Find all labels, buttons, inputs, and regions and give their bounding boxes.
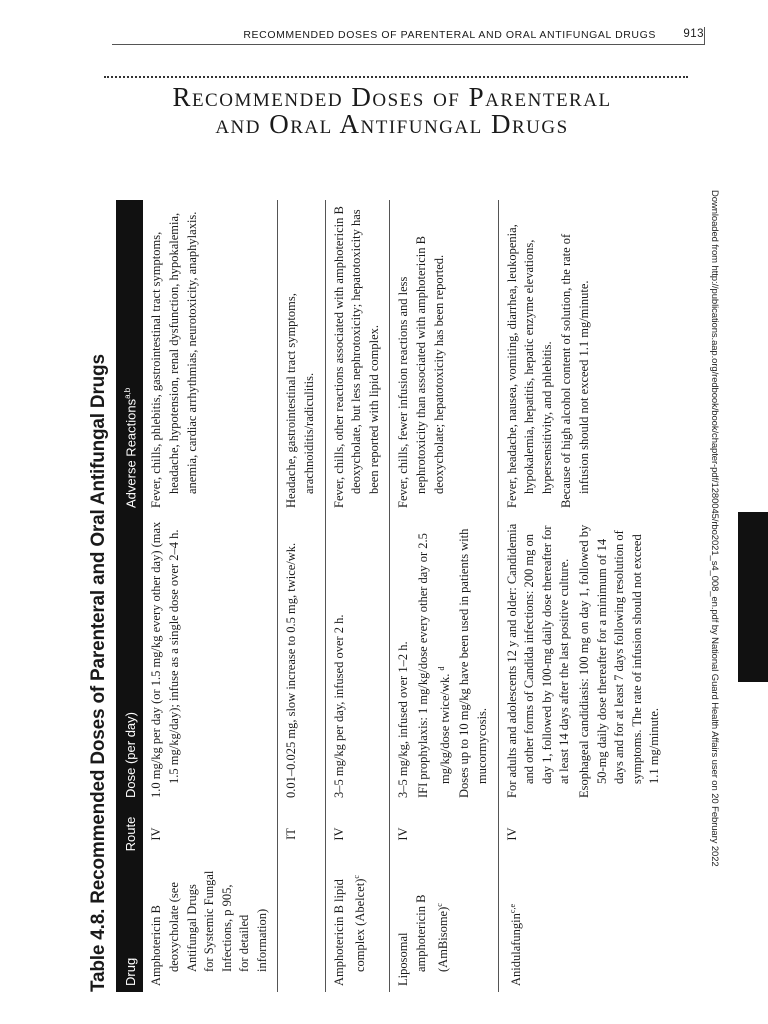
dose-cell	[278, 514, 325, 804]
table-header-row	[116, 200, 143, 992]
dose-text: Doses up to 10 mg/kg have been used in patients with mucormycosis.	[457, 528, 489, 798]
adverse-cell	[498, 200, 670, 514]
table-title: Table 4.8. Recommended Doses of Parenteral and Oral Antifungal Drugs	[88, 354, 109, 992]
drug-footnote: c	[434, 903, 444, 907]
dotted-divider	[104, 76, 688, 78]
adverse-cell	[390, 200, 498, 514]
section-title-line-1: Recommended Doses of Parenteral	[172, 82, 612, 112]
table-row	[278, 200, 325, 992]
header-adverse-label: Adverse Reactions	[123, 398, 139, 508]
dose-text: 1.0 mg/kg per day (or 1.5 mg/kg every other day) (max 1.5 mg/kg/day); infuse as a single dose over 2–4 h.	[149, 521, 181, 798]
adverse-cell	[278, 200, 325, 514]
route-cell: IV	[390, 804, 498, 864]
header-divider	[704, 27, 705, 45]
dose-text-prophylaxis	[415, 520, 454, 798]
drug-name: Amphotericin B lipid complex (Abelcet)	[331, 878, 368, 986]
adverse-text: Because of high alcohol content of solution, the rate of infusion should not exceed 1.1 mg/minute.	[559, 233, 591, 508]
drug-footnote: c,e	[507, 903, 517, 914]
dose-text: 3–5 mg/kg, infused over 1–2 h.	[396, 641, 411, 798]
route-cell: IV	[325, 804, 390, 864]
drug-cell	[498, 864, 670, 992]
drug-cell	[390, 864, 498, 992]
table-row	[143, 200, 278, 992]
running-title: RECOMMENDED DOSES OF PARENTERAL AND ORAL ANTIFUNGAL DRUGS	[243, 29, 656, 41]
section-title	[80, 84, 704, 138]
adverse-text: Fever, chills, fewer infusion reactions and less nephrotoxicity than associated with amphotericin B deoxycholate; hepatotoxicity has been reported.	[396, 236, 446, 508]
dose-text: Esophageal candidiasis: 100 mg on day 1, followed by 50-mg daily dose thereafter for a minimum of 14 days and for at least 7 days following resolution of symptoms. The rate of infusion should not exceed 1.1 mg/minute.	[576, 524, 662, 798]
page-number: 913	[683, 28, 704, 40]
drug-cell	[278, 864, 325, 992]
rotated-table-block	[86, 200, 670, 992]
route-cell: IT	[278, 804, 325, 864]
table-row	[498, 200, 670, 992]
drug-name-wrap	[504, 870, 526, 986]
antifungal-dose-table	[116, 200, 670, 992]
drug-cell	[143, 864, 278, 992]
dose-cell	[498, 514, 670, 804]
dose-footnote: d	[436, 666, 446, 671]
route-cell: IV	[504, 827, 519, 841]
download-note-text: Downloaded from http://publications.aap.org/redbook/book/chapter-pdf/1280045/rbo2021_s4_008_en.pdf by National Guard Health Affairs user on 20 February 2022	[709, 190, 720, 867]
adverse-text: Fever, chills, other reactions associated with amphotericin B deoxycholate, but less nephrotoxicity; hepatotoxicity has been reported with lipid complex.	[331, 206, 381, 508]
drug-name: Amphotericin B deoxycholate (see Antifungal Drugs for Systemic Fungal Infections, p 905, for detailed information)	[149, 870, 269, 986]
header-rule	[112, 44, 704, 45]
dose-text: 3–5 mg/kg per day, infused over 2 h.	[331, 614, 346, 798]
header-adverse	[116, 200, 143, 514]
drug-footnote: c	[352, 875, 362, 879]
page-edge-tab	[738, 512, 768, 682]
table-row	[390, 200, 498, 992]
header-route: Route	[116, 804, 143, 864]
adverse-text: Fever, headache, nausea, vomiting, diarrhea, leukopenia, hypokalemia, hepatitis, hepatic enzyme elevations, hypersensitivity, and phlebitis.	[504, 224, 554, 508]
drug-name: Liposomal amphotericin B (AmBisome)	[396, 894, 450, 986]
route-cell: IV	[143, 804, 278, 864]
drug-name-wrap	[331, 870, 370, 986]
dose-text: 0.01–0.025 mg, slow increase to 0.5 mg, twice/wk.	[284, 542, 299, 798]
table-row	[325, 200, 390, 992]
dose-cell	[325, 514, 390, 804]
drug-name-wrap	[395, 870, 452, 986]
header-drug: Drug	[116, 864, 143, 992]
header-dose: Dose (per day)	[116, 514, 143, 804]
dose-cell	[390, 514, 498, 804]
dose-prophylaxis-text: IFI prophylaxis: 1 mg/kg/dose every other day or 2.5 mg/kg/dose twice/wk.	[416, 533, 452, 798]
section-title-line-2: and Oral Antifungal Drugs	[215, 109, 569, 139]
dose-cell	[143, 514, 278, 804]
adverse-cell	[143, 200, 278, 514]
header-adverse-footnote: a,b	[123, 387, 132, 399]
drug-cell	[325, 864, 390, 992]
adverse-text: Headache, gastrointestinal tract symptoms, arachnoiditis/radiculitis.	[284, 293, 317, 508]
dose-text: For adults and adolescents 12 y and older: Candidemia and other forms of Candida infections: 200 mg on day 1, followed by 100-mg daily dose thereafter for at least 14 days after the last positive culture.	[504, 523, 572, 798]
drug-name: Anidulafungin	[508, 913, 523, 986]
adverse-text: Fever, chills, phlebitis, gastrointestinal tract symptoms, headache, hypotension, renal dysfunction, hypokalemia, anemia, cardiac arrhythmias, neurotoxicity, anaphylaxis.	[149, 211, 199, 508]
adverse-cell	[325, 200, 390, 514]
